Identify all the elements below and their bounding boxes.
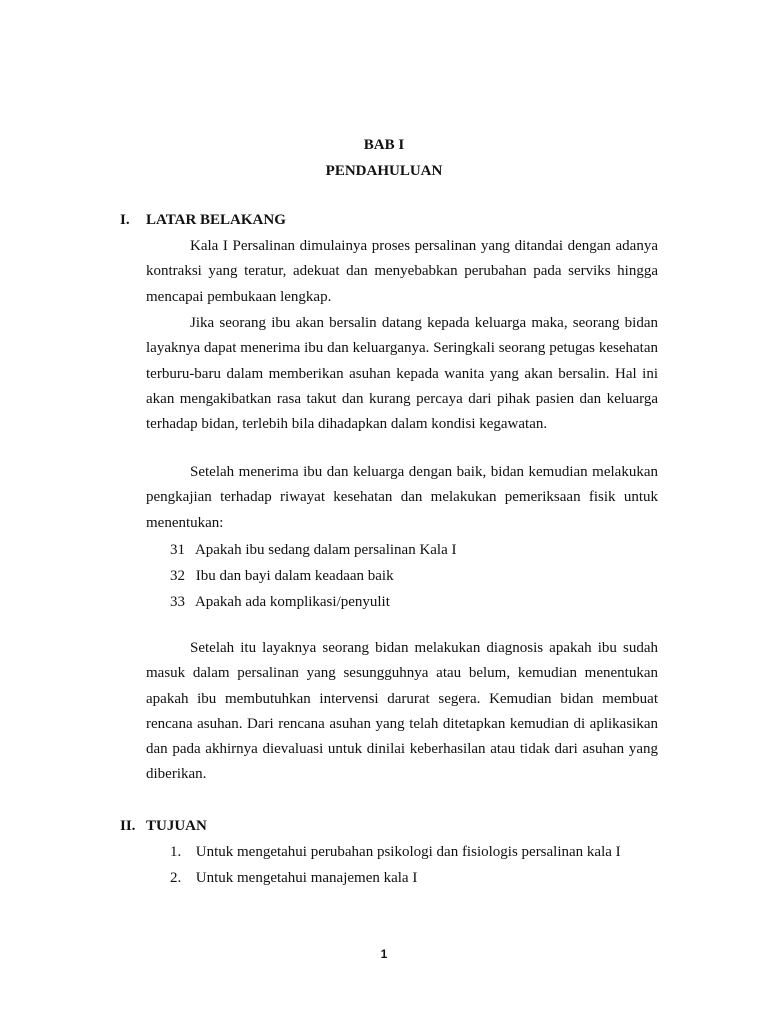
list-number: 33 xyxy=(170,594,185,610)
section-heading-tujuan xyxy=(120,818,207,835)
list-text: Untuk mengetahui manajemen kala I xyxy=(195,870,418,886)
paragraph-3: Setelah menerima ibu dan keluarga dengan baik, bidan kemudian melakukan pengkajian terhadap riwayat kesehatan dan melakukan pemeriksaan fisik untuk menentukan: xyxy=(146,464,658,531)
section-title: LATAR BELAKANG xyxy=(146,212,286,228)
assessment-list xyxy=(170,537,457,615)
list-item xyxy=(170,839,621,865)
page-number: 1 xyxy=(380,947,388,961)
list-item xyxy=(170,865,621,891)
list-text: Apakah ibu sedang dalam persalinan Kala I xyxy=(194,542,457,558)
list-item xyxy=(170,589,457,615)
section-heading-latar-belakang xyxy=(120,212,286,229)
list-number: 32 xyxy=(170,568,185,584)
list-item xyxy=(170,563,457,589)
list-text: Apakah ada komplikasi/penyulit xyxy=(194,594,390,610)
section-title: TUJUAN xyxy=(146,818,207,834)
list-text: Untuk mengetahui perubahan psikologi dan fisiologis persalinan kala I xyxy=(195,844,621,860)
section-number: II. xyxy=(120,818,136,834)
chapter-label: BAB I xyxy=(363,137,405,153)
paragraph-4: Setelah itu layaknya seorang bidan melakukan diagnosis apakah ibu sudah masuk dalam persalinan yang sesungguhnya atau belum, kemudian menentukan apakah ibu membutuhkan intervensi darurat segera. Kemudian bidan membuat rencana asuhan. Dari rencana asuhan yang telah ditetapkan kemudian di aplikasikan dan pada akhirnya dievaluasi untuk dinilai keberhasilan atau tidak dari asuhan yang diberikan. xyxy=(146,640,658,783)
objectives-list xyxy=(170,839,621,891)
list-number: 2. xyxy=(170,870,182,886)
page-title: PENDAHULUAN xyxy=(325,163,443,179)
list-item xyxy=(170,537,457,563)
paragraph-1: Kala I Persalinan dimulainya proses persalinan yang ditandai dengan adanya kontraksi yang teratur, adekuat dan menyebabkan perubahan pada serviks hingga mencapai pembukaan lengkap. xyxy=(146,238,658,305)
paragraph-2: Jika seorang ibu akan bersalin datang kepada keluarga maka, seorang bidan layaknya dapat menerima ibu dan keluarganya. Seringkali seorang petugas kesehatan terburu-baru dalam memberikan asuhan kepada wanita yang akan bersalin. Hal ini akan mengakibatkan rasa takut dan kurang percaya dari pihak pasien dan keluarga terhadap bidan, terlebih bila dihadapkan dalam kondisi kegawatan. xyxy=(146,315,658,433)
list-number: 31 xyxy=(170,542,185,558)
list-text: Ibu dan bayi dalam keadaan baik xyxy=(195,568,394,584)
section-number: I. xyxy=(120,212,130,228)
list-number: 1. xyxy=(170,844,182,860)
